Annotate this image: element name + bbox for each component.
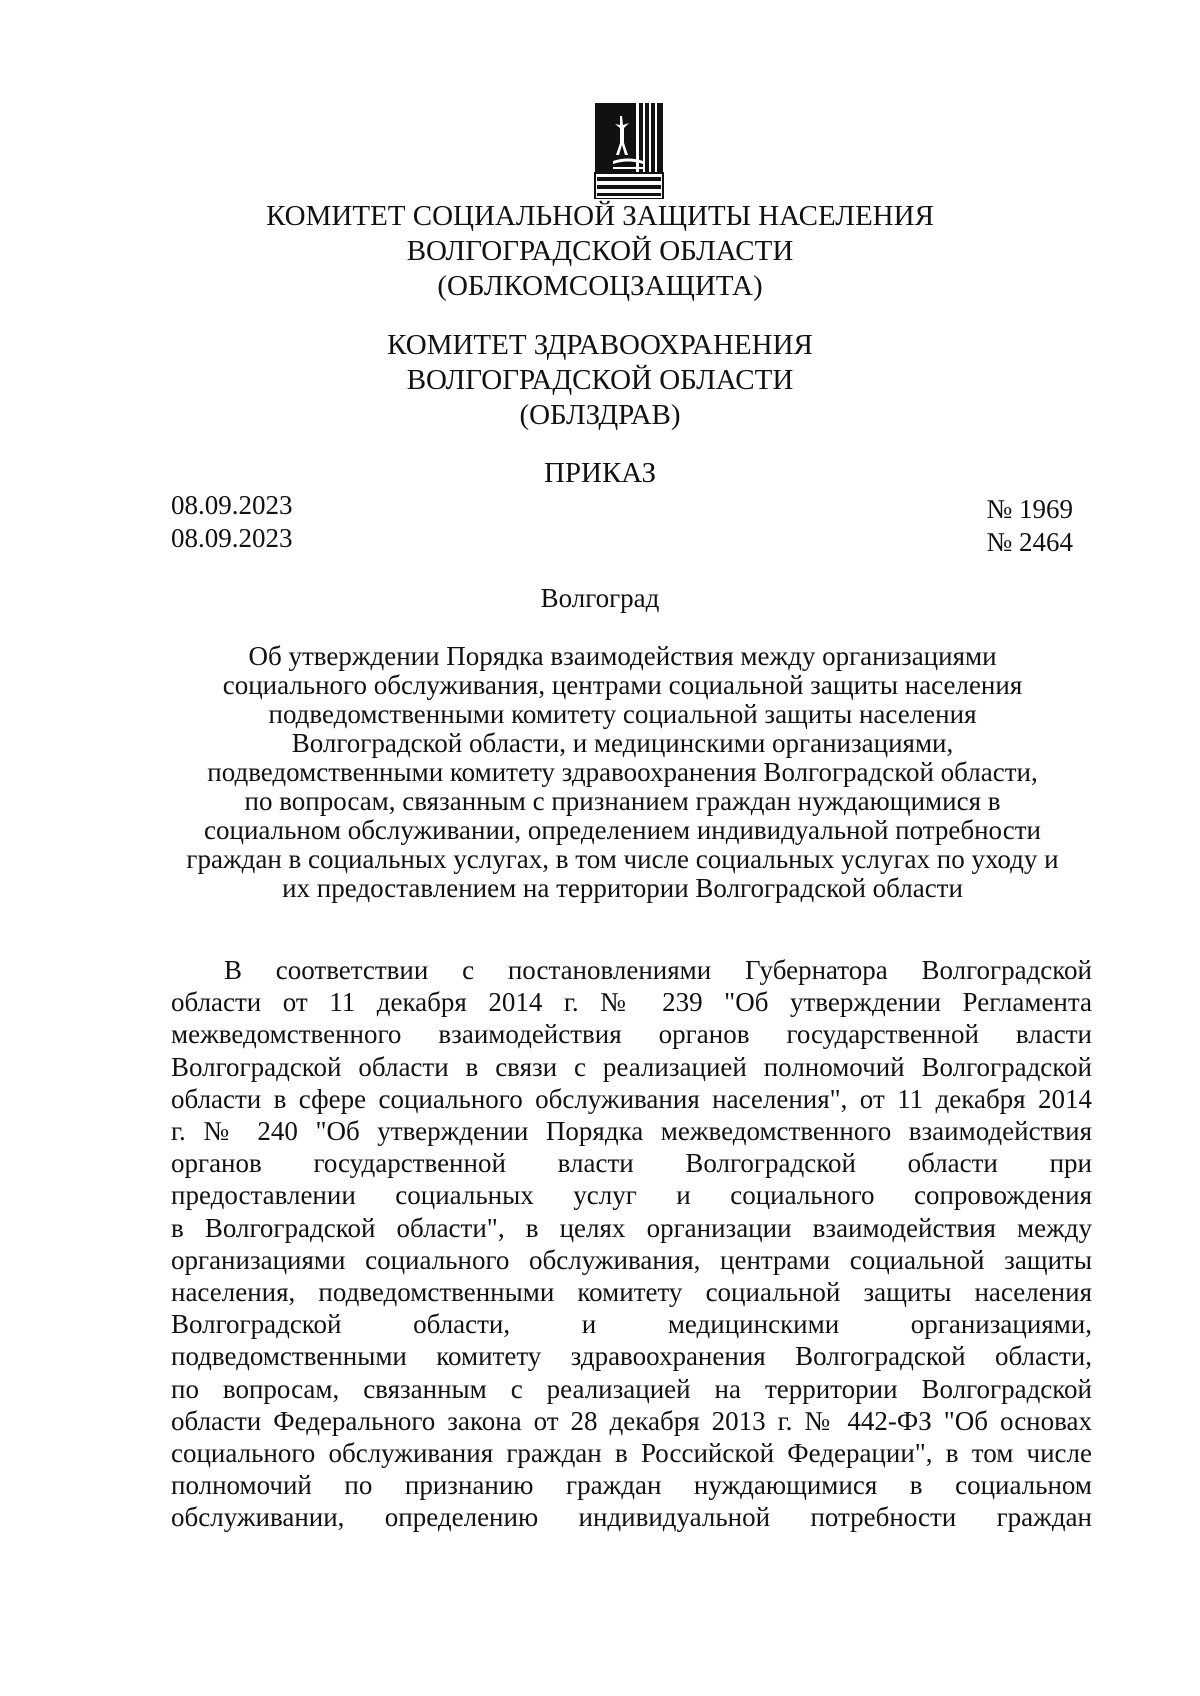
body-line: г. № 240 "Об утверждении Порядка межведомственного взаимодействия: [171, 1116, 1092, 1147]
body-line: социального обслуживания граждан в Российской Федерации", в том числе: [171, 1438, 1092, 1469]
document-number: № 2464: [986, 527, 1073, 557]
document-date: 08.09.2023: [171, 523, 293, 553]
volgograd-emblem-icon: [593, 103, 665, 199]
heading-line: ВОЛГОГРАДСКОЙ ОБЛАСТИ: [406, 235, 794, 267]
heading-line: КОМИТЕТ ЗДРАВООХРАНЕНИЯ: [387, 329, 813, 361]
body-line: органов государственной власти Волгоградской области при: [171, 1148, 1092, 1179]
body-line: организациями социального обслуживания, центрами социальной защиты: [171, 1244, 1092, 1275]
body-line: предоставлении социальных услуг и социального сопровождения: [171, 1180, 1092, 1211]
subject-line: по вопросам, связанным с признанием граждан нуждающимися в: [244, 786, 1001, 816]
document-subject: [150, 642, 1095, 903]
body-line: населения, подведомственными комитету социальной защиты населения: [171, 1277, 1092, 1308]
body-paragraph: [171, 954, 1092, 1534]
document-dates: [171, 489, 293, 555]
body-line: обслуживании, определению индивидуальной потребности граждан: [171, 1502, 1092, 1533]
document-number: № 1969: [986, 494, 1073, 524]
heading-line: (ОБЛЗДРАВ): [519, 399, 681, 431]
body-line: области от 11 декабря 2014 г. № 239 "Об утверждении Регламента: [171, 987, 1092, 1018]
subject-line: Волгоградской области, и медицинскими организациями,: [291, 728, 954, 758]
subject-line: подведомственными комитету здравоохранения Волгоградской области,: [207, 757, 1038, 787]
body-line: В соответствии с постановлениями Губернатора Волгоградской: [224, 955, 1092, 985]
document-city: Волгоград: [540, 583, 660, 613]
document-type: ПРИКАЗ: [543, 457, 657, 489]
subject-line: социальном обслуживании, определением индивидуальной потребности: [204, 815, 1041, 845]
body-line: Волгоградской области в связи с реализацией полномочий Волгоградской: [171, 1051, 1092, 1082]
body-line: подведомственными комитету здравоохранения Волгоградской области,: [171, 1341, 1092, 1372]
heading-line: КОМИТЕТ СОЦИАЛЬНОЙ ЗАЩИТЫ НАСЕЛЕНИЯ: [266, 200, 934, 232]
committee-social-protection-heading: [100, 199, 1100, 304]
body-line: области Федерального закона от 28 декабря 2013 г. № 442-ФЗ "Об основах: [171, 1405, 1092, 1436]
document-numbers: [986, 493, 1073, 559]
document-date: 08.09.2023: [171, 490, 293, 520]
subject-line: социального обслуживания, центрами социальной защиты населения: [222, 670, 1023, 700]
body-line: в Волгоградской области", в целях организации взаимодействия между: [171, 1212, 1092, 1243]
body-line: полномочий по признанию граждан нуждающимися в социальном: [171, 1470, 1092, 1501]
subject-line: граждан в социальных услугах, в том числе социальных услугах по уходу и: [186, 844, 1059, 874]
body-line: по вопросам, связанным с реализацией на территории Волгоградской: [171, 1373, 1092, 1404]
subject-line: Об утверждении Порядка взаимодействия между организациями: [248, 641, 997, 671]
subject-line: их предоставлением на территории Волгоградской области: [282, 873, 963, 903]
body-line: Волгоградской области, и медицинскими организациями,: [171, 1309, 1092, 1340]
subject-line: подведомственными комитету социальной защиты населения: [268, 699, 977, 729]
body-line: межведомственного взаимодействия органов государственной власти: [171, 1019, 1092, 1050]
heading-line: (ОБЛКОМСОЦЗАЩИТА): [437, 270, 763, 302]
body-line: области в сфере социального обслуживания населения", от 11 декабря 2014: [171, 1083, 1092, 1114]
heading-line: ВОЛГОГРАДСКОЙ ОБЛАСТИ: [406, 364, 794, 396]
committee-health-heading: [100, 328, 1100, 433]
